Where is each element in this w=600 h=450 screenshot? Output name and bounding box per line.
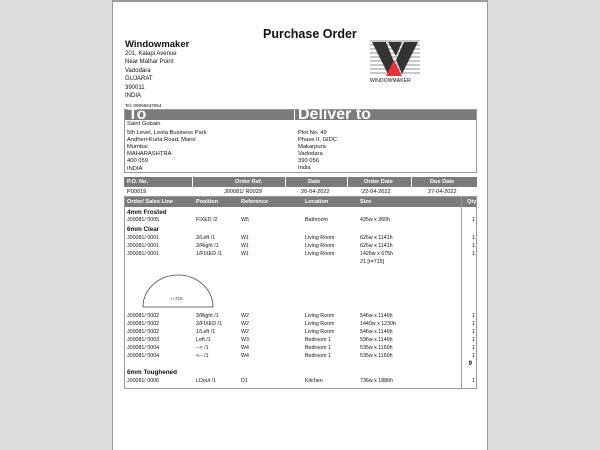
page-title: Purchase Order — [263, 27, 357, 41]
semicircle-shape-icon — [141, 273, 215, 309]
location: Bedroom 1 — [305, 337, 331, 343]
column-separator — [192, 177, 193, 187]
order-date-header: Order Date — [364, 179, 393, 185]
qty: 1 — [472, 337, 475, 343]
reference: W4 — [241, 345, 249, 351]
to-address — [127, 121, 207, 173]
items-header-row — [125, 197, 476, 207]
size: 1426w x 675h — [360, 251, 393, 257]
size: 596w x 1146h — [360, 337, 393, 343]
to-line: Mumbai — [127, 144, 148, 151]
arc-note: 21 [r=715] — [360, 259, 385, 265]
po-no-header: P.O. No. — [127, 179, 149, 185]
qty: 1 — [472, 353, 475, 359]
table-row — [125, 217, 476, 225]
position: 3/Right /1 — [196, 313, 219, 319]
location: Living Room — [305, 243, 335, 249]
to-line: Andheri-Kurla Road, Marol — [127, 137, 196, 144]
table-row — [125, 329, 476, 337]
order-ref-header: Order Ref. — [235, 179, 263, 185]
deliver-line: India — [298, 165, 311, 172]
position: 2/FIXED /1 — [196, 321, 222, 327]
size: 626w x 1141h — [360, 243, 393, 249]
reference: W5 — [241, 217, 249, 223]
deliver-address — [298, 130, 337, 173]
position: 2/Left /1 — [196, 235, 216, 241]
company-address-line: Near Malhar Point — [125, 59, 174, 66]
reference: W2 — [241, 313, 249, 319]
location: Living Room — [305, 329, 335, 335]
company-name: Windowmaker — [125, 39, 190, 50]
order-line-header: Order/ Sales Line — [127, 199, 174, 205]
table-row — [125, 337, 476, 345]
qty: 1 — [472, 345, 475, 351]
po-no-value: P00019 — [127, 189, 147, 195]
position-header: Position — [196, 199, 219, 205]
location: Bedroom 1 — [305, 353, 331, 359]
company-tel: Tel: 09866647854 — [125, 103, 162, 109]
to-line: Saint Gobain — [127, 121, 161, 127]
size-note — [125, 259, 476, 267]
qty: 1 — [472, 217, 475, 223]
to-line: 400 059 — [127, 158, 148, 165]
company-address-line: 390011 — [125, 84, 145, 91]
location-header: Location — [305, 199, 329, 205]
position: LDout /1 — [196, 378, 217, 384]
date-value: 20-04-2022 — [301, 189, 330, 195]
logo-text: WINDOWMAKER — [370, 78, 411, 84]
location: Living Room — [305, 313, 335, 319]
company-address-line: Vadodara — [125, 67, 151, 74]
date-header: Date — [308, 179, 321, 185]
table-row — [125, 345, 476, 353]
size: 535w x 1160h — [360, 345, 393, 351]
position: Left /1 — [196, 337, 211, 343]
to-line: 5th Level, Leela Business Park — [127, 130, 207, 137]
table-row — [125, 251, 476, 259]
group-total: 9 — [468, 361, 472, 367]
qty-header: Qty — [467, 199, 477, 205]
reference: W2 — [241, 321, 249, 327]
position: 1/Left /1 — [196, 329, 216, 335]
reference: D1 — [241, 378, 248, 384]
to-line: INDIA — [127, 165, 143, 172]
position: 2/Right /1 — [196, 243, 219, 249]
size: 535w x 1160h — [360, 353, 393, 359]
deliver-line: Phase II, GIDC — [298, 137, 337, 144]
size: 626w x 1141h — [360, 235, 393, 241]
table-row — [125, 235, 476, 243]
qty: 1 — [472, 329, 475, 335]
company-address-line: 201, Kalapi Avenue — [125, 51, 177, 57]
order-line: J00081/ 0004 — [127, 353, 160, 359]
order-line: J00081/ 0002 — [127, 313, 160, 319]
company-address-line: GUJARAT — [125, 76, 153, 83]
position: <-- /1 — [196, 353, 209, 359]
order-line: J00081/ 0002 — [127, 321, 160, 327]
location: Living Room — [305, 235, 335, 241]
page-border — [113, 0, 487, 2]
size: 736w x 1886h — [360, 378, 393, 384]
table-row — [125, 321, 476, 329]
group-heading: 6mm Toughened — [127, 369, 177, 376]
deliver-to-header: Deliver to — [298, 106, 371, 123]
group-heading: 4mm Frosted — [127, 209, 167, 216]
order-line: J00081/ 0002 — [127, 329, 160, 335]
company-block — [125, 39, 189, 115]
reference: W1 — [241, 251, 249, 257]
position: 1/FIXED /1 — [196, 251, 222, 257]
table-row — [125, 313, 476, 321]
table-row — [125, 243, 476, 251]
location: Bathroom — [305, 217, 328, 223]
qty: 1 — [472, 235, 475, 241]
position: FIXED /2 — [196, 217, 218, 223]
to-line: MAHARASHTRA — [127, 151, 172, 158]
items-table — [124, 196, 477, 389]
order-date-value: 22-04-2022 — [362, 189, 391, 195]
deliver-line: Plot No. 49 — [298, 130, 327, 136]
deliver-line: 390 056 — [298, 158, 319, 165]
group-heading: 6mm Clear — [127, 226, 160, 233]
location: Living Room — [305, 321, 335, 327]
reference: W4 — [241, 353, 249, 359]
qty: 1 — [472, 243, 475, 249]
reference-header: Reference — [241, 199, 269, 205]
reference: W1 — [241, 243, 249, 249]
company-address-line: INDIA — [125, 93, 142, 100]
po-value-row — [124, 187, 477, 196]
location: Kitchen — [305, 378, 323, 384]
qty: 1 — [472, 251, 475, 257]
size-header: Size — [360, 199, 372, 205]
po-header-row — [124, 177, 477, 187]
location: Living Room — [305, 251, 335, 257]
qty: 1 — [472, 313, 475, 319]
column-separator — [285, 177, 286, 187]
svg-text:r=715: r=715 — [171, 296, 183, 301]
reference: W2 — [241, 329, 249, 335]
qty: 1 — [472, 321, 475, 327]
size: 546w x 1146h — [360, 313, 393, 319]
order-line: J00081/ 0003 — [127, 337, 160, 343]
order-line: J00081/ 0001 — [127, 235, 160, 241]
to-header: To — [128, 106, 147, 123]
column-separator — [347, 177, 348, 187]
due-date-value: 27-04-2022 — [428, 189, 457, 195]
position: --> /1 — [196, 345, 209, 351]
size: 435w x 360h — [360, 217, 391, 223]
table-row — [125, 353, 476, 361]
location: Bedroom 1 — [305, 345, 331, 351]
order-line: J00081/ 0001 — [127, 251, 160, 257]
size: 546w x 1146h — [360, 329, 393, 335]
size: 1440w x 1230h — [360, 321, 396, 327]
header-divider — [294, 110, 295, 120]
deliver-line: Vadodara — [298, 151, 323, 158]
due-date-header: Due Date — [430, 179, 455, 185]
qty: 1 — [472, 378, 475, 384]
order-line: J00081/ 0005 — [127, 217, 160, 223]
reference: W3 — [241, 337, 249, 343]
order-line: J00081/ 0001 — [127, 243, 160, 249]
deliver-line: Makarpura — [298, 144, 326, 151]
order-line: J00081/ 0004 — [127, 345, 160, 351]
order-ref-value: J00081/ R0029 — [224, 189, 262, 195]
column-separator — [411, 177, 412, 187]
table-row — [125, 378, 476, 386]
order-line: J00081/ 0006 — [127, 378, 160, 384]
document-page — [112, 0, 488, 450]
reference: W1 — [241, 235, 249, 241]
